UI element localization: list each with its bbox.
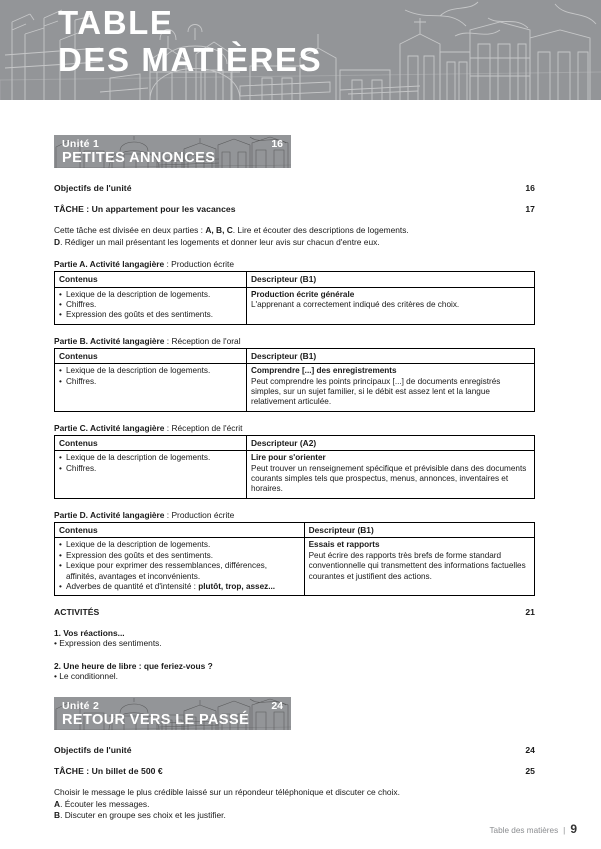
contenus-list [59,540,300,592]
list-item: • Lexique de la description de logements. [59,366,242,376]
contenus-list [59,453,242,474]
contenus-cell [55,538,305,596]
contenus-cell [55,364,247,412]
partie-c-title [54,423,535,433]
contenus-list [59,290,242,321]
list-item: • Lexique pour exprimer des ressemblances, différences, affinités, avantages et inconvénients. [59,561,300,582]
page-title-line1: TABLE [58,4,174,41]
tache-page: 17 [525,204,535,214]
descripteur-body: Peut écrire des rapports très brefs de forme standard conventionnelle qui transmettent des informations factuelles courantes et justifient des actions. [308,550,526,581]
partie-c-title-bold: Partie C. Activité langagière [54,422,165,433]
descripteur-cell [247,287,535,324]
activites-label: ACTIVITÉS [54,607,100,618]
unit-page-number: 24 [271,700,283,713]
intro-line2-bold: D [54,236,61,247]
descripteur-cell [247,451,535,499]
page-title-line2: DES MATIÈRES [58,41,323,78]
table-header-row [55,522,535,537]
table-row [55,451,535,499]
partie-d-table [54,522,535,596]
partie-c-table [54,435,535,499]
partie-b-title-bold: Partie B. Activité langagière [54,335,165,346]
contenus-cell [55,451,247,499]
list-item: • Chiffres. [59,300,242,310]
objectifs-page: 24 [525,745,535,756]
partie-d-title [54,510,535,520]
partie-b-title-rest: : Réception de l'oral [164,335,241,346]
table-of-contents-body [0,100,601,822]
partie-a-title [54,259,535,269]
partie-a-table [54,271,535,325]
objectifs-row-unit2[interactable] [54,745,535,755]
descripteur-body: Peut comprendre les points principaux [...] de documents enregistrés simples, sur un sujet familier, si le débit est assez lent et la langue relativement articulée. [251,376,501,407]
table-header-row [55,348,535,363]
footer-separator: | [563,826,566,835]
partie-a-title-bold: Partie A. Activité langagière [54,259,165,270]
intro-line1: Choisir le message le plus crédible laissé sur un répondeur téléphonique et discuter ce choix. [54,787,400,798]
intro-line1-c: . Lire et écouter des descriptions de logements. [232,225,409,235]
tache-label: TÂCHE : Un appartement pour les vacances [54,204,236,214]
list-item: • Lexique de la description de logements. [59,453,242,463]
tache-label: TÂCHE : Un billet de 500 € [54,766,163,777]
activite-2-title: 2. Une heure de libre : que feriez-vous ? [54,660,213,671]
unit-number-label: Unité 1 [62,138,100,150]
partie-d-title-bold: Partie D. Activité langagière [54,509,165,520]
descripteur-body: L'apprenant a correctement indiqué des critères de choix. [251,300,460,309]
page-footer [489,822,577,836]
col-descripteur-header: Descripteur (A2) [247,435,535,450]
adverbes-bold: plutôt, trop, assez... [198,581,276,591]
table-row [55,364,535,412]
descripteur-heading: Comprendre [...] des enregistrements [251,366,397,376]
col-descripteur-header: Descripteur (B1) [247,348,535,363]
list-item: • Lexique de la description de logements. [59,290,242,300]
objectifs-label: Objectifs de l'unité [54,745,132,756]
unit-banner-1[interactable] [54,135,291,168]
intro-line3-bold: B [54,810,61,821]
partie-a-title-rest: : Production écrite [164,259,234,270]
intro-line1-bold: A, B, C [205,225,233,235]
intro-line3-rest: . Discuter en groupe ses choix et les justifier. [60,810,226,821]
page-header-banner [0,0,601,100]
activites-row[interactable] [54,607,535,617]
list-item: • Chiffres. [59,464,242,474]
descripteur-heading: Lire pour s'orienter [251,453,326,463]
col-contenus-header: Contenus [55,435,247,450]
table-row [55,538,535,596]
tache-intro-paragraph-unit2 [54,787,535,822]
partie-b-table [54,348,535,412]
unit-number-label: Unité 2 [62,700,100,713]
descripteur-heading: Production écrite générale [251,289,355,299]
table-header-row [55,272,535,287]
col-contenus-header: Contenus [55,522,305,537]
footer-page-number: 9 [570,822,577,836]
objectifs-label: Objectifs de l'unité [54,183,132,193]
col-descripteur-header: Descripteur (B1) [304,522,534,537]
col-descripteur-header: Descripteur (B1) [247,272,535,287]
contenus-cell [55,287,247,324]
objectifs-page: 16 [525,183,535,193]
list-item-adverbes [59,582,300,592]
adverbes-plain: Adverbes de quantité et d'intensité : [66,581,199,591]
descripteur-heading: Essais et rapports [308,540,380,550]
list-item: • Expression des goûts et des sentiments. [59,310,242,320]
unit-title-label: RETOUR VERS LE PASSÉ [62,712,250,729]
partie-b-title [54,336,535,346]
col-contenus-header: Contenus [55,272,247,287]
unit-page-number: 16 [271,138,283,150]
descripteur-cell [247,364,535,412]
list-item: • Chiffres. [59,377,242,387]
unit-banner-2[interactable] [54,697,291,730]
unit-title-label: PETITES ANNONCES [62,150,216,166]
table-header-row [55,435,535,450]
intro-line2-rest: . Rédiger un mail présentant les logements et donner leur avis sur chacun d'entre eux. [60,236,380,247]
activite-2-bullet: • Le conditionnel. [54,670,118,681]
table-row [55,287,535,324]
footer-label: Table des matières [489,826,559,835]
tache-intro-paragraph [54,225,535,248]
list-item: • Lexique de la description de logements. [59,540,300,550]
intro-line2-bold: A [54,798,61,809]
contenus-list [59,366,242,387]
col-contenus-header: Contenus [55,348,247,363]
intro-line1-a: Cette tâche est divisée en deux parties : [54,225,206,235]
tache-row-unit2[interactable] [54,766,535,776]
activite-1-bullet: • Expression des sentiments. [54,638,162,649]
activites-page: 21 [525,607,535,618]
page-title [58,4,578,78]
partie-d-title-rest: : Production écrite [164,509,235,520]
activite-1-title: 1. Vos réactions... [54,628,125,639]
partie-c-title-rest: : Réception de l'écrit [164,422,243,433]
descripteur-cell [304,538,534,596]
tache-row-unit1[interactable] [54,204,535,214]
descripteur-body: Peut trouver un renseignement spécifique et prévisible dans des documents courants simples tels que prospectus, menus, annonces, inventaires et horaires. [251,463,527,494]
list-item: • Expression des goûts et des sentiments. [59,551,300,561]
tache-page: 25 [525,766,535,777]
objectifs-row-unit1[interactable] [54,183,535,193]
intro-line2-rest: . Écouter les messages. [60,798,150,809]
